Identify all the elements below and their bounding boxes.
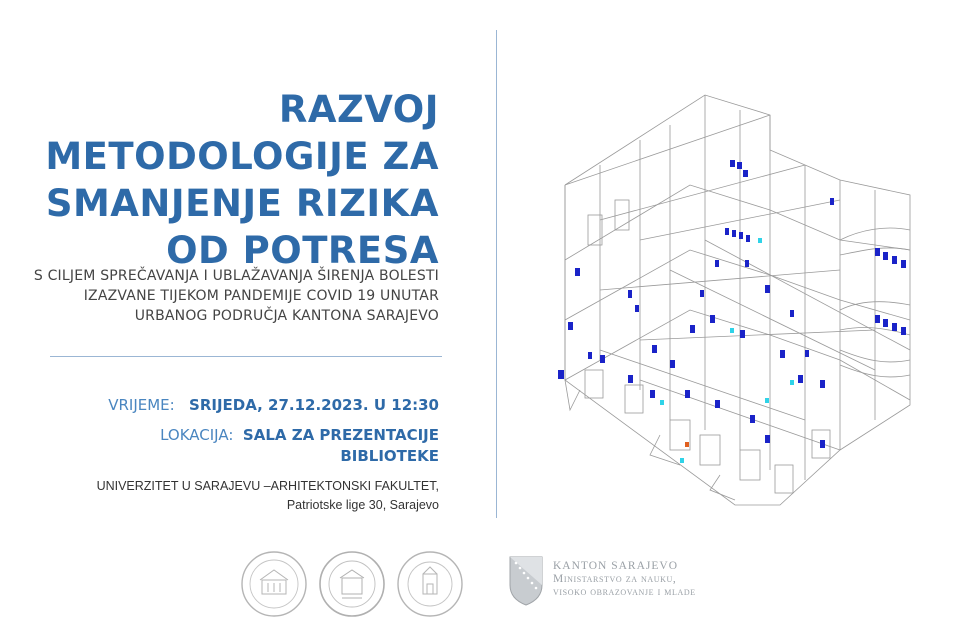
location-value-2: BIBLIOTEKE [340,447,439,465]
subtitle-line: S CILJEM SPREČAVANJA I UBLAŽAVANJA ŠIRENJA BOLESTI [33,268,439,284]
seal-university-icon [318,550,386,618]
seal-institution-icon [396,550,464,618]
time-value: SRIJEDA, 27.12.2023. U 12:30 [189,396,439,414]
title-line: SMANJENJE RIZIKA [45,182,439,225]
institution-name: UNIVERZITET U SARAJEVU –ARHITEKTONSKI FAKULTET, [96,479,439,493]
title-line: OD POTRESA [166,229,439,272]
ministry-block [553,560,696,599]
location-label: LOKACIJA: [160,426,234,444]
location-value: SALA ZA PREZENTACIJE [242,426,439,444]
vertical-divider [496,30,497,518]
canton-sarajevo-coat-of-arms-icon [508,555,544,607]
time-label: VRIJEME: [108,396,175,414]
seal-architecture-faculty-icon [240,550,308,618]
subtitle [0,266,439,326]
location-row-2 [340,447,439,465]
institution-street: Patriotske lige 30, Sarajevo [286,498,439,512]
subtitle-line: IZAZVANE TIJEKOM PANDEMIJE COVID 19 UNUTAR [83,288,439,304]
institution-address [97,477,439,515]
time-row [108,396,439,414]
building-wireframe-model [540,90,940,510]
title-line: RAZVOJ [278,88,439,131]
horizontal-divider [50,356,442,357]
location-row [160,426,439,444]
ministry-line-2: visoko obrazovanje i mlade [553,586,696,598]
subtitle-line: URBANOG PODRUČJA KANTONA SARAJEVO [134,308,439,324]
ministry-line-1: Ministarstvo za nauku, [553,573,677,585]
canton-name: KANTON SARAJEVO [553,560,679,572]
title-line: METODOLOGIJE ZA [45,135,439,178]
title [19,86,439,274]
